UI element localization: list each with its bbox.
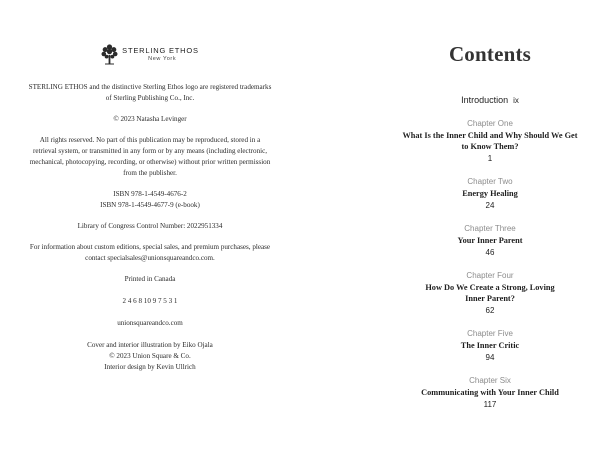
chapter-page: 94 <box>485 353 495 362</box>
chapter-label: Chapter Five <box>467 329 513 338</box>
toc-chapter <box>380 177 600 210</box>
chapter-page: 24 <box>485 201 495 210</box>
printed-in: Printed in Canada <box>124 275 176 283</box>
chapter-label: Chapter Four <box>466 271 514 280</box>
rights-notice: All rights reserved. No part of this publication may be reproduced, stored in a retrieval system, or transmitted in any form or by any means (including electronic, mechanical, photocopying, recording, or otherwise) without prior written permission from the publisher. <box>29 136 271 177</box>
website: unionsquareandco.com <box>117 319 183 327</box>
toc-chapter <box>380 271 600 315</box>
design-credit: Interior design by Kevin Ullrich <box>104 363 196 371</box>
toc-chapter <box>380 329 600 362</box>
isbn-block <box>28 189 272 211</box>
logo-name: STERLING ETHOS <box>122 46 199 55</box>
toc-intro-label: Introduction <box>461 95 509 105</box>
chapter-page: 62 <box>485 306 495 315</box>
chapter-title: Communicating with Your Inner Child <box>421 388 559 397</box>
chapter-title: The Inner Critic <box>460 341 520 350</box>
chapter-label: Chapter Six <box>469 376 511 385</box>
credits-block <box>28 340 272 373</box>
chapter-title: Your Inner Parent <box>457 236 523 245</box>
chapter-title: Energy Healing <box>462 189 518 198</box>
chapter-title: What Is the Inner Child and Why Should We Get to Know Them? <box>402 131 578 151</box>
chapter-title: How Do We Create a Strong, Loving Inner Parent? <box>425 283 555 303</box>
toc-intro-page: ix <box>513 96 519 105</box>
chapter-page: 117 <box>483 400 497 409</box>
table-of-contents <box>380 95 600 423</box>
copyright-text-block <box>28 82 272 383</box>
isbn-print: ISBN 978-1-4549-4676-2 <box>113 190 187 198</box>
toc-chapter <box>380 119 600 163</box>
toc-introduction <box>380 95 600 105</box>
publisher-copyright: © 2023 Union Square & Co. <box>109 352 191 360</box>
chapter-page: 1 <box>487 154 493 163</box>
loc-number: Library of Congress Control Number: 2022951334 <box>77 222 223 230</box>
contents-page <box>300 0 600 450</box>
chapter-label: Chapter Three <box>464 224 516 233</box>
trademark-notice: STERLING ETHOS and the distinctive Sterling Ethos logo are registered trademarks of Sterling Publishing Co., Inc. <box>28 83 272 102</box>
chapter-page: 46 <box>485 248 495 257</box>
special-sales-info: For information about custom editions, special sales, and premium purchases, please contact specialsales@unionsquareandco.com. <box>29 243 271 262</box>
toc-chapter <box>380 376 600 409</box>
copyright-line: © 2023 Natasha Levinger <box>113 115 187 123</box>
logo-city: New York <box>148 55 177 62</box>
tree-icon <box>101 44 118 65</box>
chapter-label: Chapter One <box>467 119 513 128</box>
publisher-logo <box>0 44 300 70</box>
toc-chapter <box>380 224 600 257</box>
cover-credit: Cover and interior illustration by Eiko Ojala <box>87 341 213 349</box>
page-title: Contents <box>448 42 532 66</box>
print-line: 2 4 6 8 10 9 7 5 3 1 <box>122 297 178 305</box>
isbn-ebook: ISBN 978-1-4549-4677-9 (e-book) <box>100 201 200 209</box>
chapter-label: Chapter Two <box>467 177 513 186</box>
